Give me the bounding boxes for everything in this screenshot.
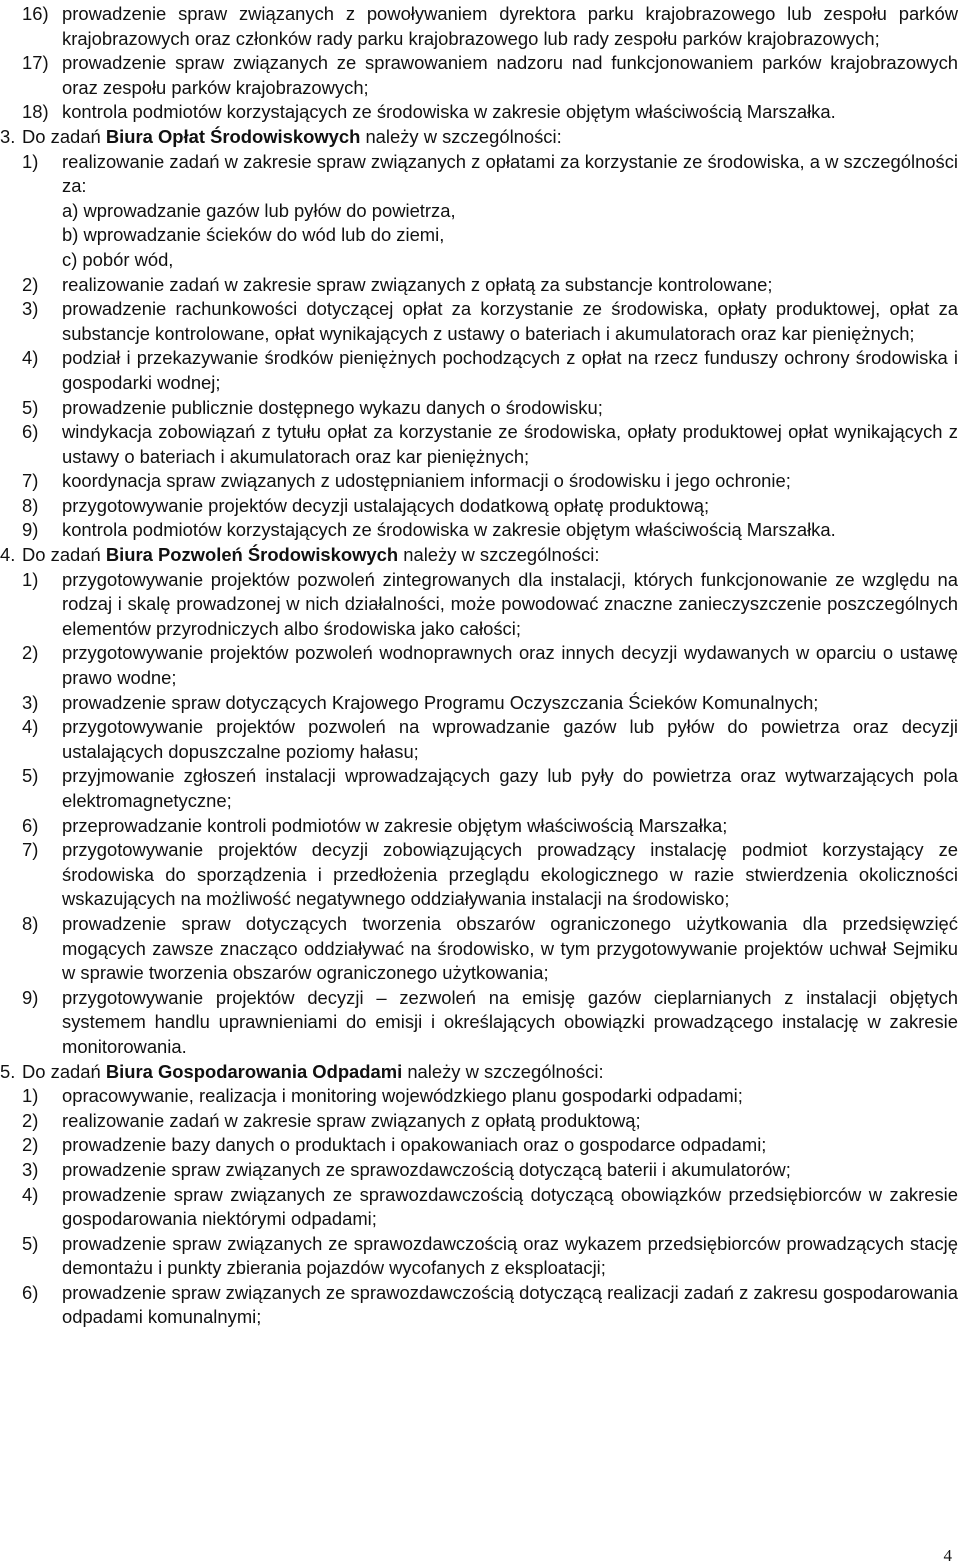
list-item (0, 100, 958, 125)
list-item (0, 814, 958, 839)
item-number: 17) (22, 52, 49, 74)
item-number: 6) (22, 421, 39, 443)
list-item (0, 1281, 958, 1330)
item-text: prowadzenie spraw związanych ze sprawozdawczością dotyczącą obowiązków przedsiębiorców w zakresie gospodarowania niektórymi odpadami; (62, 1183, 958, 1230)
list-item (0, 223, 958, 248)
item-number: 8) (22, 912, 39, 934)
item-number: 5) (22, 1232, 39, 1254)
list-item (0, 518, 958, 543)
list-item (0, 1109, 958, 1134)
list-item (0, 1232, 958, 1281)
list-item (0, 691, 958, 716)
item-text: kontrola podmiotów korzystających ze środowiska w zakresie objętym właściwością Marszałka. (62, 101, 836, 123)
list-item (0, 641, 958, 690)
section-heading (0, 543, 958, 568)
item-text: koordynacja spraw związanych z udostępnianiem informacji o środowisku i jego ochronie; (62, 470, 791, 492)
item-text: przyjmowanie zgłoszeń instalacji wprowadzających gazy lub pyły do powietrza oraz wytwarzających pola elektromagnetyczne; (62, 765, 958, 811)
item-number: 7) (22, 470, 39, 492)
list-item (0, 273, 958, 298)
list-item (0, 494, 958, 519)
list-item (0, 1133, 958, 1158)
office-name: Biura Gospodarowania Odpadami (105, 1060, 403, 1082)
section-tail: należy w szczególności: (365, 125, 562, 147)
item-number: 2) (22, 642, 39, 664)
section-5-biuro-odpadow (0, 1060, 958, 1331)
list-item (0, 150, 958, 199)
item-text: przygotowywanie projektów decyzji – zezwoleń na emisję gazów cieplarnianych z instalacji objętych systemem handlu uprawnieniami do emisji i określających obowiązki prowadzącego instalację w zakresie monitorowania. (62, 986, 958, 1057)
item-text: podział i przekazywanie środków pieniężnych pochodzących z opłat na rzecz funduszy ochrony środowiska i gospodarki wodnej; (62, 347, 958, 393)
item-text: realizowanie zadań w zakresie spraw związanych z opłatą produktową; (62, 1109, 641, 1131)
item-number: 3) (22, 298, 39, 320)
item-number: 2) (22, 1134, 39, 1156)
list-item (0, 420, 958, 469)
item-number: 1) (22, 150, 39, 172)
item-number: 2) (22, 273, 39, 295)
item-text: prowadzenie spraw związanych ze sprawowaniem nadzoru nad funkcjonowaniem parków krajobrazowych oraz zespołu parków krajobrazowych; (62, 52, 958, 98)
item-number: 9) (22, 986, 39, 1008)
list-item (0, 715, 958, 764)
section-number: 4. (0, 544, 16, 566)
list-item (0, 346, 958, 395)
list-item (0, 297, 958, 346)
item-text: prowadzenie publicznie dostępnego wykazu danych o środowisku; (62, 396, 603, 418)
item-number: 1) (22, 1085, 39, 1107)
document-body (0, 2, 958, 1330)
item-number: 18) (22, 101, 49, 123)
intro-list (0, 2, 958, 125)
list-item (0, 51, 958, 100)
item-text: a) wprowadzanie gazów lub pyłów do powietrza, (62, 199, 456, 221)
item-text: prowadzenie spraw związanych ze sprawozdawczością dotyczącą baterii i akumulatorów; (62, 1158, 791, 1180)
item-text: kontrola podmiotów korzystających ze środowiska w zakresie objętym właściwością Marszałka. (62, 519, 836, 541)
item-text: przygotowywanie projektów pozwoleń wodnoprawnych oraz innych decyzji wydawanych w oparciu o ustawę prawo wodne; (62, 642, 958, 689)
item-text: przygotowywanie projektów decyzji ustalających dodatkową opłatę produktową; (62, 494, 710, 516)
item-text: przygotowywanie projektów decyzji zobowiązujących prowadzący instalację podmiot korzystający ze środowiska do sporządzenia i przedłożenia przeglądu ekologicznego w razie stwierdzenia okoliczności wskazujących na możliwość negatywnego oddziaływania instalacji na środowisko; (62, 839, 958, 910)
item-number: 5) (22, 396, 39, 418)
list-item (0, 764, 958, 813)
item-text: przygotowywanie projektów pozwoleń zintegrowanych dla instalacji, których funkcjonowanie ze względu na rodzaj i skalę prowadzonej w nich działalności, może powodować znaczne zanieczyszczenie poszczególnych elementów przyrodniczych albo środowiska jako całości; (62, 568, 958, 639)
page-number: 4 (943, 1546, 952, 1565)
list-item (0, 1084, 958, 1109)
item-number: 5) (22, 765, 39, 787)
item-number: 4) (22, 1183, 39, 1205)
item-number: 6) (22, 1281, 39, 1303)
section-heading (0, 1060, 958, 1085)
item-number: 2) (22, 1109, 39, 1131)
item-number: 9) (22, 519, 39, 541)
item-number: 3) (22, 1158, 39, 1180)
item-text: realizowanie zadań w zakresie spraw związanych z opłatą za substancje kontrolowane; (62, 273, 773, 295)
section-lead: Do zadań (22, 544, 101, 566)
item-number: 4) (22, 716, 39, 738)
item-number: 3) (22, 691, 39, 713)
item-number: 16) (22, 3, 49, 24)
item-number: 4) (22, 347, 39, 369)
list-item (0, 912, 958, 986)
item-text: prowadzenie bazy danych o produktach i opakowaniach oraz o gospodarce odpadami; (62, 1134, 767, 1156)
item-number: 8) (22, 494, 39, 516)
item-text: realizowanie zadań w zakresie spraw związanych z opłatami za korzystanie ze środowiska, a w szczególności za: (62, 150, 958, 197)
item-number: 7) (22, 839, 39, 861)
item-text: prowadzenie spraw związanych ze sprawozdawczością oraz wykazem przedsiębiorców prowadzących stację demontażu i punkty zbierania pojazdów wycofanych z eksploatacji; (62, 1232, 958, 1279)
list-item (0, 838, 958, 912)
section-4-biuro-pozwolen (0, 543, 958, 1059)
list-item (0, 2, 958, 51)
item-text: przeprowadzanie kontroli podmiotów w zakresie objętym właściwością Marszałka; (62, 814, 728, 836)
section-tail: należy w szczególności: (407, 1060, 604, 1082)
section-tail: należy w szczególności: (403, 544, 600, 566)
list-item (0, 1158, 958, 1183)
item-text: prowadzenie spraw związanych ze sprawozdawczością dotyczącą realizacji zadań z zakresu gospodarowania odpadami komunalnymi; (62, 1281, 958, 1328)
list-item (0, 396, 958, 421)
item-text: b) wprowadzanie ścieków do wód lub do ziemi, (62, 224, 445, 246)
item-text: prowadzenie spraw związanych z powoływaniem dyrektora parku krajobrazowego lub zespołu parków krajobrazowych oraz członków rady parku krajobrazowego lub rady zespołu parków krajobrazowych; (62, 3, 958, 49)
item-text: prowadzenie rachunkowości dotyczącej opłat za korzystanie ze środowiska, opłaty produktowej, opłat za substancje kontrolowane, opłat wynikających z ustawy o bateriach i akumulatorach oraz kar pieniężnych; (62, 298, 958, 344)
item-text: windykacja zobowiązań z tytułu opłat za korzystanie ze środowiska, opłaty produktowej opłat wynikających z ustawy o bateriach i akumulatorach oraz kar pieniężnych; (62, 421, 958, 467)
section-3-biuro-oplat (0, 125, 958, 543)
list-item (0, 248, 958, 273)
item-text: prowadzenie spraw dotyczących Krajowego Programu Oczyszczania Ścieków Komunalnych; (62, 691, 819, 713)
office-name: Biura Opłat Środowiskowych (105, 125, 361, 147)
section-lead: Do zadań (22, 1060, 101, 1082)
list-item (0, 469, 958, 494)
section-heading (0, 125, 958, 150)
item-text: prowadzenie spraw dotyczących tworzenia obszarów ograniczonego użytkowania dla przedsięwzięć mogących zawsze znacząco oddziaływać na środowisko, w tym przygotowywanie projektów uchwał Sejmiku w sprawie tworzenia obszarów ograniczonego użytkowania; (62, 912, 958, 984)
office-name: Biura Pozwoleń Środowiskowych (105, 544, 399, 566)
item-number: 6) (22, 814, 39, 836)
list-item (0, 1183, 958, 1232)
section-number: 3. (0, 125, 16, 147)
item-text: przygotowywanie projektów pozwoleń na wprowadzanie gazów lub pyłów do powietrza oraz decyzji ustalających dopuszczalne poziomy hałasu; (62, 716, 958, 762)
section-number: 5. (0, 1060, 16, 1082)
list-item (0, 199, 958, 224)
list-item (0, 986, 958, 1060)
list-item (0, 568, 958, 642)
item-text: c) pobór wód, (62, 248, 174, 270)
item-number: 1) (22, 568, 39, 590)
item-text: opracowywanie, realizacja i monitoring wojewódzkiego planu gospodarki odpadami; (62, 1085, 743, 1107)
section-lead: Do zadań (22, 125, 101, 147)
